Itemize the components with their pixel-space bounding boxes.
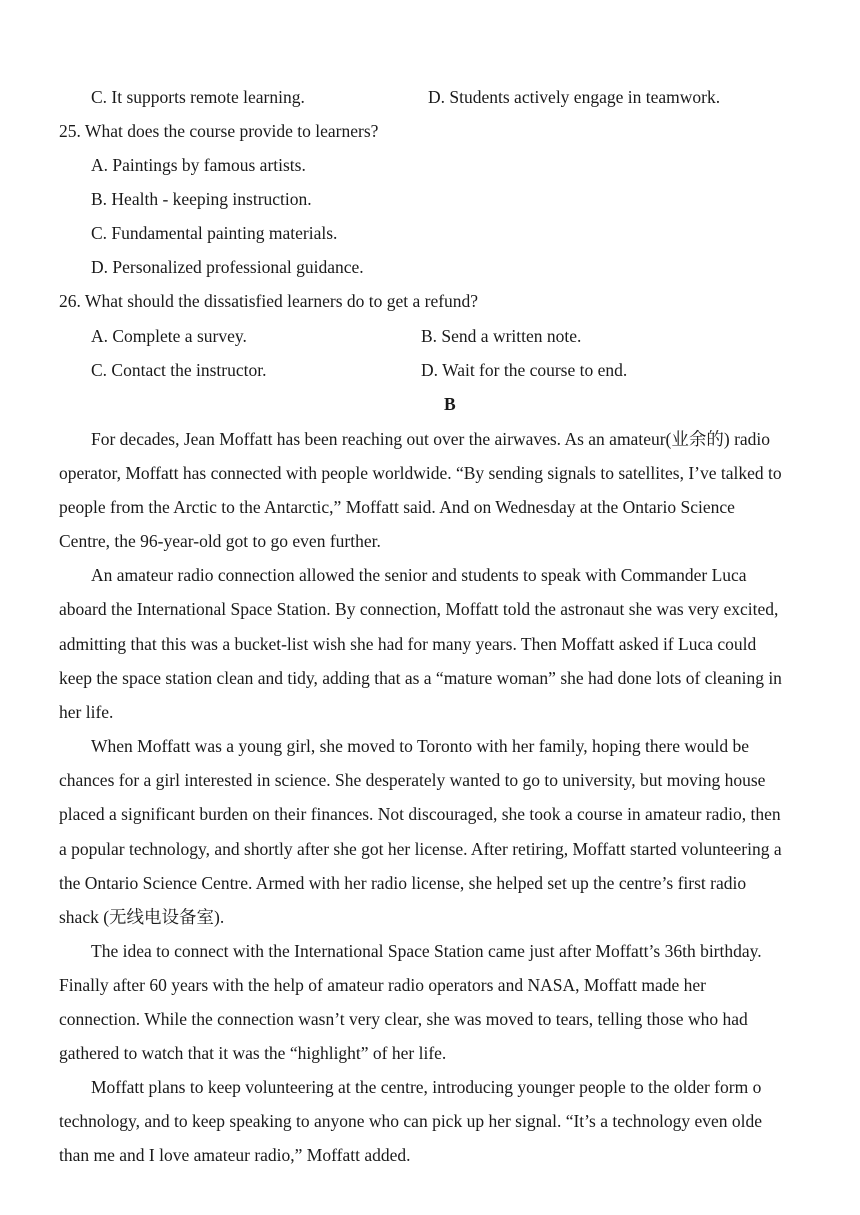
- q25-stem: 25. What does the course provide to learners?: [59, 121, 379, 141]
- passage-line: chances for a girl interested in science. She desperately wanted to go to university, but moving house: [59, 770, 766, 790]
- passage-line: The idea to connect with the International Space Station came just after Moffatt’s 36th birthday.: [91, 941, 762, 961]
- passage-line: Centre, the 96-year-old got to go even further.: [59, 531, 381, 551]
- passage-line: the Ontario Science Centre. Armed with her radio license, she helped set up the centre’s first radio: [59, 873, 747, 893]
- passage-line: For decades, Jean Moffatt has been reaching out over the airwaves. As an amateur(业余的) radio: [91, 429, 771, 449]
- q24-option-d: D. Students actively engage in teamwork.: [428, 87, 721, 107]
- q26-option-b: B. Send a written note.: [421, 326, 582, 346]
- passage-line: admitting that this was a bucket-list wish she had for many years. Then Moffatt asked if Luca could: [59, 634, 757, 654]
- passage-line: operator, Moffatt has connected with people worldwide. “By sending signals to satellites, I’ve talked to: [59, 463, 782, 483]
- passage-line: than me and I love amateur radio,” Moffatt added.: [59, 1145, 411, 1165]
- passage-line: placed a significant burden on their finances. Not discouraged, she took a course in amateur radio, then: [59, 804, 781, 824]
- passage-line: Finally after 60 years with the help of amateur radio operators and NASA, Moffatt made her: [59, 975, 706, 995]
- passage-line: her life.: [59, 702, 114, 722]
- passage-line: technology, and to keep speaking to anyone who can pick up her signal. “It’s a technology even olde: [59, 1111, 763, 1131]
- q26-option-a: A. Complete a survey.: [91, 326, 247, 346]
- q25-option-d: D. Personalized professional guidance.: [91, 257, 364, 277]
- passage-line: a popular technology, and shortly after she got her license. After retiring, Moffatt started volunteering a: [59, 839, 782, 859]
- q24-option-c: C. It supports remote learning.: [91, 87, 305, 107]
- passage-line: keep the space station clean and tidy, adding that as a “mature woman” she had done lots of cleaning in: [59, 668, 782, 688]
- q26-stem: 26. What should the dissatisfied learners do to get a refund?: [59, 291, 479, 311]
- passage-line: When Moffatt was a young girl, she moved to Toronto with her family, hoping there would be: [91, 736, 749, 756]
- q25-option-b: B. Health - keeping instruction.: [91, 189, 312, 209]
- passage-line: aboard the International Space Station. By connection, Moffatt told the astronaut she was very excited,: [59, 599, 779, 619]
- q26-option-d: D. Wait for the course to end.: [421, 360, 628, 380]
- passage-line: An amateur radio connection allowed the senior and students to speak with Commander Luca: [91, 565, 747, 585]
- passage-line: connection. While the connection wasn’t very clear, she was moved to tears, telling those who had: [59, 1009, 748, 1029]
- q26-option-c: C. Contact the instructor.: [91, 360, 267, 380]
- passage-line: gathered to watch that it was the “highlight” of her life.: [59, 1043, 447, 1063]
- passage-line: shack (无线电设备室).: [59, 907, 225, 927]
- passage-line: people from the Arctic to the Antarctic,” Moffatt said. And on Wednesday at the Ontario Science: [59, 497, 735, 517]
- passage-line: Moffatt plans to keep volunteering at the centre, introducing younger people to the older form o: [91, 1077, 762, 1097]
- section-label: B: [444, 394, 456, 414]
- q25-option-a: A. Paintings by famous artists.: [91, 155, 306, 175]
- q25-option-c: C. Fundamental painting materials.: [91, 223, 338, 243]
